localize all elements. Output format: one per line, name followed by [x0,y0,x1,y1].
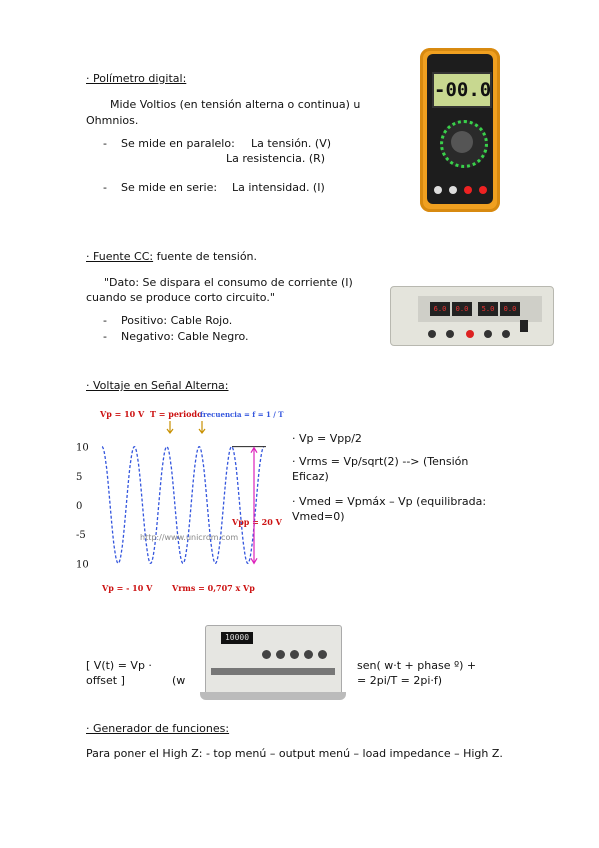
vt-formula-right: sen( w·t + phase º) + [357,659,477,672]
vt-formula-right-2: = 2pi/T = 2pi·f) [357,674,443,687]
negativo-text: Negativo: Cable Negro. [121,330,249,343]
section-title-generador: · Generador de funciones: [86,722,230,735]
fuente-subtitle: fuente de tensión. [153,250,258,263]
terminal-red-icon [466,330,474,338]
multimeter-reading: -00.0 [434,79,492,101]
label-watermark-url: http://www.unicrom.com [140,533,239,542]
positivo-text: Positivo: Cable Rojo. [121,314,233,327]
formula-vrms: · Vrms = Vp/sqrt(2) --> (Tensión Eficaz) [292,455,469,483]
multimeter-lcd [432,72,492,108]
paralelo-value: La tensión. (V) [251,137,332,150]
label-vrms: Vrms = 0,707 x Vp [172,583,255,593]
jack-icon [434,186,442,194]
vt-formula-left-2: offset ] [86,674,125,687]
jack-icon [449,186,457,194]
knob-icon [290,650,299,659]
fuente-title: · Fuente CC: [86,250,154,263]
vt-formula-left: [ V(t) = Vp · [86,659,152,672]
knob-icon [262,650,271,659]
serie-label: Se mide en serie: [121,181,218,194]
y-tick-label: 10 [76,442,89,454]
power-switch-icon [520,320,528,332]
high-z-instructions: Para poner el High Z: - top menú – output menú – load impedance – High Z. [86,747,503,760]
jack-icon [464,186,472,194]
knob-icon [484,330,492,338]
knob-icon [502,330,510,338]
knob-icon [318,650,327,659]
paralelo-value-2: La resistencia. (R) [226,152,326,165]
ps-display: 0.0 [500,302,520,316]
ps-display: 6.0 [430,302,450,316]
knob-icon [304,650,313,659]
section-title-fuente [86,250,257,263]
label-vpp: Vpp = 20 V [232,517,282,527]
y-tick-label: 0 [76,501,83,512]
dato-line-2: cuando se produce corto circuito." [86,291,275,304]
knob-icon [446,330,454,338]
generator-screen: 10000 [221,632,253,644]
paralelo-label: Se mide en paralelo: [121,137,235,150]
label-vp-max: Vp = 10 V [100,409,145,419]
label-vp-min: Vp = - 10 V [102,583,153,593]
bullet: - [103,330,107,343]
knob-icon [276,650,285,659]
vt-formula-mid: (w [172,674,186,687]
label-periodo: T = periodo [150,409,203,419]
section-title-polimetro: · Polímetro digital: [86,72,187,85]
series-line [102,447,264,564]
dato-line-1: "Dato: Se dispara el consumo de corriente (I) [104,276,353,289]
formula-vp: · Vp = Vpp/2 [292,432,362,445]
jack-icon [479,186,487,194]
multimeter-knob [451,131,473,153]
generator-control-strip [211,668,335,675]
ps-display: 5.0 [478,302,498,316]
knob-icon [428,330,436,338]
y-tick-label: 10 [76,559,89,571]
bullet: - [103,137,107,150]
generator-stand [200,692,346,700]
ac-signal-chart [72,405,292,600]
bullet: - [103,314,107,327]
formula-vmed: · Vmed = Vpmáx – Vp (equilibrada: Vmed=0) [292,495,487,523]
section-title-voltaje: · Voltaje en Señal Alterna: [86,379,229,392]
polimetro-description: Mide Voltios (en tensión alterna o continua) u Ohmnios. [86,98,361,127]
label-frecuencia: frecuencia = f = 1 / T [200,410,284,419]
y-tick-label: 5 [76,471,83,483]
y-tick-label: -5 [76,530,86,542]
ps-display: 0.0 [452,302,472,316]
bullet: - [103,181,107,194]
serie-value: La intensidad. (I) [232,181,325,194]
